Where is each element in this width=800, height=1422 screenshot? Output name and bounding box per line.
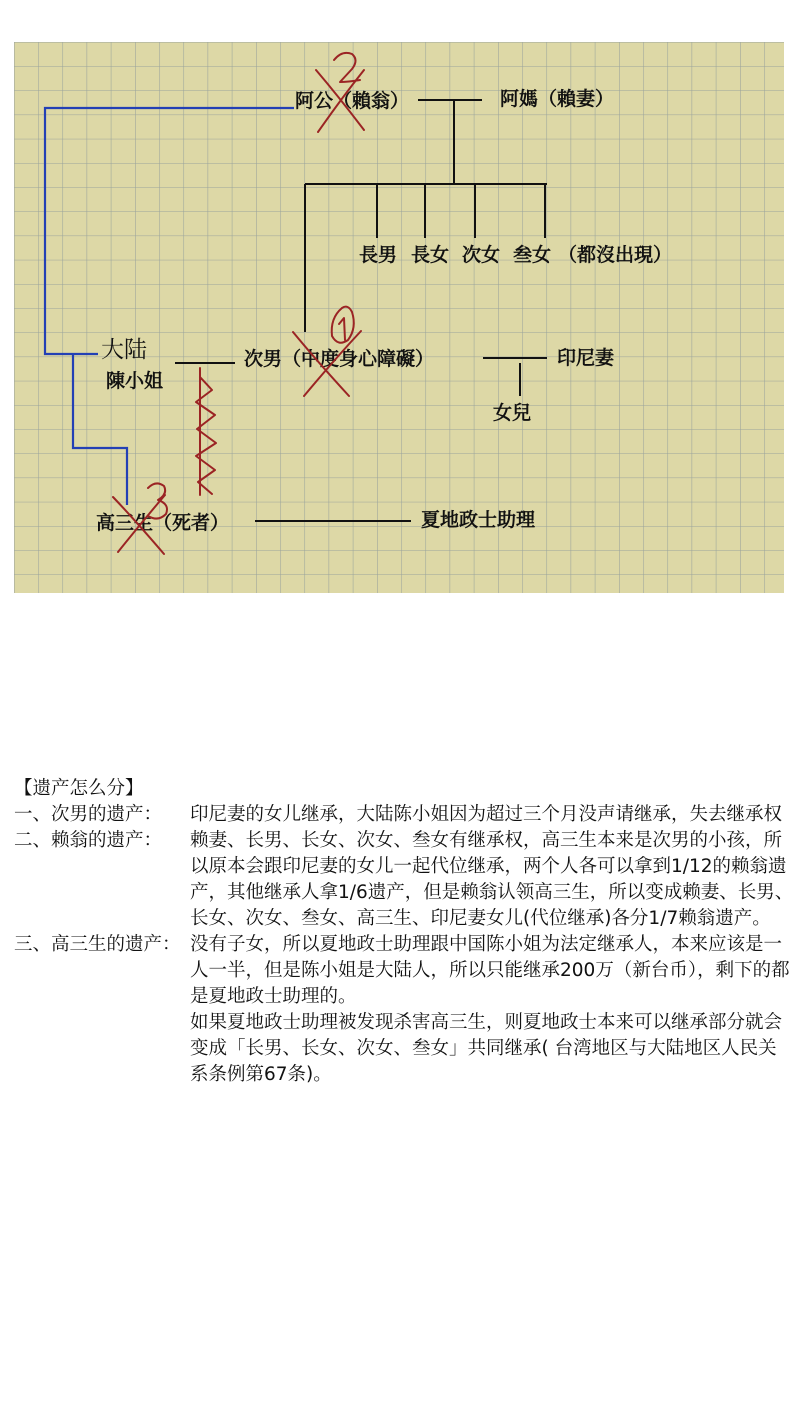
child-label-4: 叁女: [513, 244, 552, 266]
child-label-3: 次女: [462, 244, 501, 266]
child-label-1: 長男: [359, 244, 398, 266]
family-tree-diagram: [14, 42, 784, 593]
ms-chen-label: 陳小姐: [106, 370, 164, 392]
second-son-label: 次男（中度身心障礙）: [244, 348, 435, 370]
note-paragraph: 没有子女，所以夏地政士助理跟中国陈小姐为法定继承人，本来应该是一人一半，但是陈小姐是大陆人，所以只能继承200万（新台币），剩下的都是夏地政士助理的。: [190, 934, 790, 1007]
note-paragraph: 赖妻、长男、长女、次女、叁女有继承权，高三生本来是次男的小孩，所以原本会跟印尼妻的女儿一起代位继承，两个人各可以拿到1/12的赖翁遗产，其他继承人拿1/6遗产，但是赖翁认领高三生，所以变成赖妻、长男、长女、次女、叁女、高三生、印尼妻女儿(代位继承)各分1/7赖翁遗产。: [190, 830, 794, 929]
note-item-lai-weng: [14, 828, 794, 932]
note-label: 二、赖翁的遗产：: [14, 830, 163, 851]
note-item-second-son: [14, 802, 794, 828]
note-label: 三、高三生的遗产：: [14, 934, 181, 955]
notes-heading: 【遗产怎么分】: [14, 778, 144, 799]
assistant-label: 夏地政士助理: [421, 509, 536, 531]
indonesian-wife-label: 印尼妻: [557, 347, 615, 369]
grandfather-label: 阿公（賴翁）: [295, 90, 410, 112]
daughter-label: 女兒: [493, 402, 532, 424]
family-tree-svg: [14, 42, 784, 593]
grid-background: [14, 42, 784, 593]
note-body: [190, 932, 794, 1088]
note-body: [190, 802, 794, 828]
note-label: 一、次男的遗产：: [14, 804, 163, 825]
children-note: （都沒出現）: [558, 244, 673, 266]
gao-label: 高三生（死者）: [96, 512, 230, 534]
note-paragraph: 如果夏地政士助理被发现杀害高三生，则夏地政士本来可以继承部分就会变成「长男、长女、次女、叁女」共同继承( 台湾地区与大陆地区人民关系条例第67条)。: [190, 1012, 783, 1085]
mainland-label: 大陆: [101, 337, 147, 363]
inheritance-notes: [14, 776, 794, 1088]
child-label-2: 長女: [411, 244, 450, 266]
note-item-gao: [14, 932, 794, 1088]
note-paragraph: 印尼妻的女儿继承，大陆陈小姐因为超过三个月没声请继承，失去继承权: [190, 804, 783, 825]
grandmother-label: 阿媽（賴妻）: [500, 88, 615, 110]
note-body: [190, 828, 794, 932]
